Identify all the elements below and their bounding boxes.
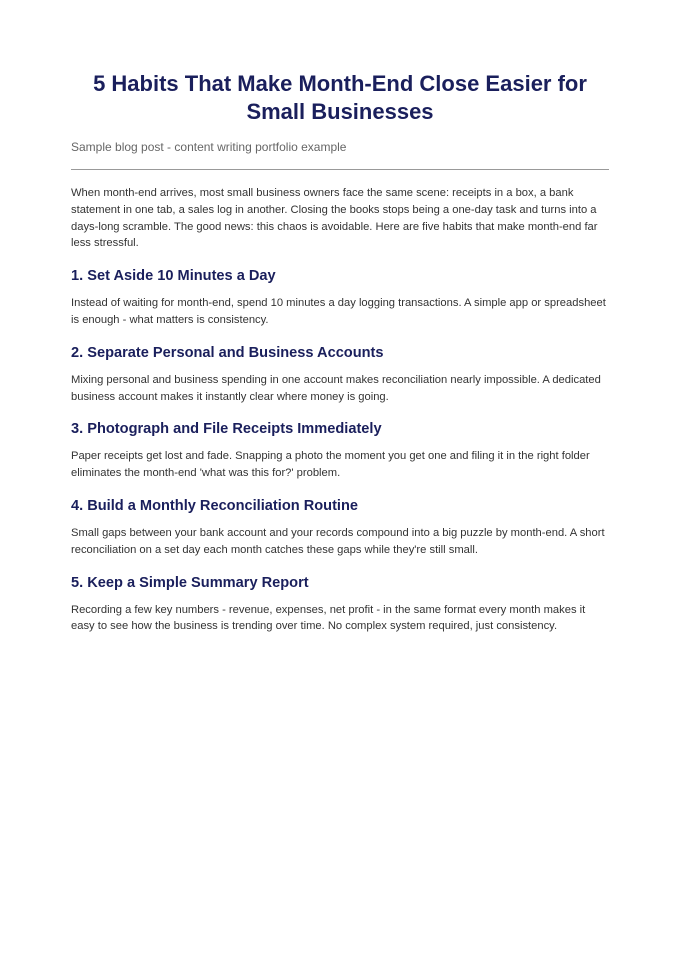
section-1 bbox=[71, 267, 609, 329]
section-heading: 1. Set Aside 10 Minutes a Day bbox=[71, 268, 276, 285]
section-3 bbox=[71, 420, 609, 482]
page-title: 5 Habits That Make Month-End Close Easier for Small Businesses bbox=[93, 71, 587, 124]
section-body: Small gaps between your bank account and your records compound into a big puzzle by month-end. A short reconciliation on a set day each month catches these gaps while they're still small. bbox=[71, 526, 605, 556]
section-heading: 3. Photograph and File Receipts Immediately bbox=[71, 421, 382, 438]
page-subtitle: Sample blog post - content writing portfolio example bbox=[71, 140, 347, 154]
title-divider bbox=[71, 169, 609, 170]
section-heading: 5. Keep a Simple Summary Report bbox=[71, 574, 309, 591]
section-4 bbox=[71, 497, 609, 559]
section-2 bbox=[71, 344, 609, 406]
section-heading: 4. Build a Monthly Reconciliation Routine bbox=[71, 497, 359, 514]
section-body: Paper receipts get lost and fade. Snapping a photo the moment you get one and filing it in the right folder eliminates the month-end 'what was this for?' problem. bbox=[71, 450, 590, 480]
section-heading: 2. Separate Personal and Business Accounts bbox=[71, 344, 384, 361]
section-body: Mixing personal and business spending in one account makes reconciliation nearly impossible. A dedicated business account makes it instantly clear where money is going. bbox=[71, 373, 601, 403]
section-body: Recording a few key numbers - revenue, expenses, net profit - in the same format every month makes it easy to see how the business is trending over time. No complex system required, just consistency. bbox=[71, 603, 586, 633]
section-body: Instead of waiting for month-end, spend 10 minutes a day logging transactions. A simple app or spreadsheet is enough - what matters is consistency. bbox=[71, 297, 606, 326]
intro-paragraph: When month-end arrives, most small business owners face the same scene: receipts in a box, a bank statement in one tab, a sales log in another. Closing the books stops being a one-day task and turns into a days-long scramble. The good news: this chaos is avoidable. Here are five habits that make month-end far less stressful. bbox=[71, 187, 598, 250]
section-5 bbox=[71, 574, 609, 636]
